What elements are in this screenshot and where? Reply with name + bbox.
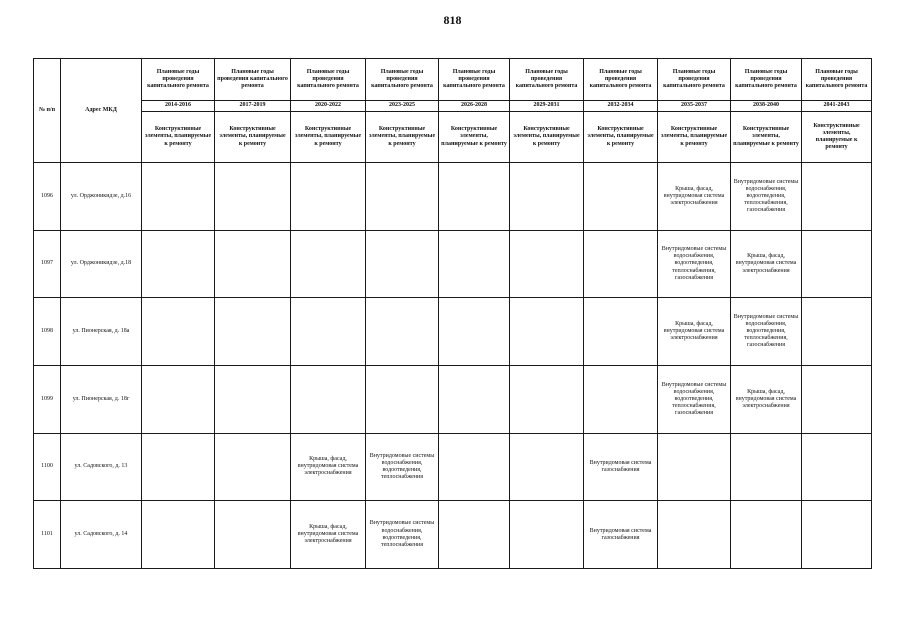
capital-repair-table xyxy=(33,58,872,569)
header-plan-label: Плановые годы проведения капитального ремонта xyxy=(291,59,366,101)
row-number: 1096 xyxy=(34,163,61,231)
header-plan-label: Плановые годы проведения капитального ремонта xyxy=(142,59,215,101)
repair-cell xyxy=(802,163,872,231)
header-element-label: Конструктивные элементы, планируемые к ремонту xyxy=(439,112,510,163)
row-address: ул. Пионерская, д. 18а xyxy=(61,298,142,366)
table-row xyxy=(34,365,872,433)
repair-cell: Внутридомовая система газоснабжения xyxy=(584,433,658,501)
header-address: Адрес МКД xyxy=(61,59,142,163)
header-plan-label: Плановые годы проведения капитального ремонта xyxy=(215,59,291,101)
repair-cell xyxy=(510,298,584,366)
repair-cell xyxy=(366,298,439,366)
repair-cell xyxy=(658,501,731,569)
table-row xyxy=(34,298,872,366)
header-row-elements xyxy=(34,112,872,163)
table-row xyxy=(34,433,872,501)
table-row xyxy=(34,230,872,298)
repair-cell: Крыша, фасад, внутридомовая система электроснабжения xyxy=(291,433,366,501)
repair-cell: Крыша, фасад, внутридомовая система электроснабжения xyxy=(291,501,366,569)
repair-cell xyxy=(142,433,215,501)
header-plan-label: Плановые годы проведения капитального ремонта xyxy=(366,59,439,101)
header-plan-label: Плановые годы проведения капитального ремонта xyxy=(584,59,658,101)
repair-cell xyxy=(584,163,658,231)
repair-cell xyxy=(802,433,872,501)
repair-cell xyxy=(142,163,215,231)
repair-cell xyxy=(584,365,658,433)
repair-cell xyxy=(439,298,510,366)
header-year-range: 2023-2025 xyxy=(366,101,439,112)
header-element-label: Конструктивные элементы, планируемые к ремонту xyxy=(291,112,366,163)
header-element-label: Конструктивные элементы, планируемые к ремонту xyxy=(802,112,872,163)
repair-cell xyxy=(215,365,291,433)
header-element-label: Конструктивные элементы, планируемые к ремонту xyxy=(142,112,215,163)
row-number: 1101 xyxy=(34,501,61,569)
repair-cell xyxy=(802,298,872,366)
header-year-range: 2038-2040 xyxy=(731,101,802,112)
table-row xyxy=(34,163,872,231)
repair-cell: Крыша, фасад, внутридомовая система электроснабжения xyxy=(731,365,802,433)
header-element-label: Конструктивные элементы, планируемые к ремонту xyxy=(366,112,439,163)
header-num: № п/п xyxy=(34,59,61,163)
repair-cell xyxy=(291,365,366,433)
repair-cell xyxy=(366,163,439,231)
repair-cell: Внутридомовые системы водоснабжения, водоотведения, теплоснабжения, газоснабжения xyxy=(731,298,802,366)
repair-cell xyxy=(510,501,584,569)
header-year-range: 2032-2034 xyxy=(584,101,658,112)
repair-cell: Крыша, фасад, внутридомовая система электроснабжения xyxy=(658,163,731,231)
header-year-range: 2041-2043 xyxy=(802,101,872,112)
repair-cell xyxy=(291,163,366,231)
row-address: ул. Орджоникидзе, д.18 xyxy=(61,230,142,298)
header-plan-label: Плановые годы проведения капитального ремонта xyxy=(802,59,872,101)
repair-cell xyxy=(584,298,658,366)
repair-cell xyxy=(439,163,510,231)
row-number: 1097 xyxy=(34,230,61,298)
header-year-range: 2026-2028 xyxy=(439,101,510,112)
repair-cell xyxy=(802,501,872,569)
repair-cell xyxy=(215,298,291,366)
header-year-range: 2017-2019 xyxy=(215,101,291,112)
repair-cell xyxy=(142,365,215,433)
header-year-range: 2020-2022 xyxy=(291,101,366,112)
repair-cell xyxy=(366,365,439,433)
row-number: 1098 xyxy=(34,298,61,366)
header-plan-label: Плановые годы проведения капитального ремонта xyxy=(658,59,731,101)
repair-cell xyxy=(658,433,731,501)
repair-cell: Внутридомовая система газоснабжения xyxy=(584,501,658,569)
header-row-years xyxy=(34,101,872,112)
repair-cell: Внутридомовые системы водоснабжения, водоотведения, теплоснабжения xyxy=(366,501,439,569)
repair-cell xyxy=(510,433,584,501)
row-number: 1100 xyxy=(34,433,61,501)
row-address: ул. Пионерская, д. 18г xyxy=(61,365,142,433)
repair-cell xyxy=(215,230,291,298)
header-plan-label: Плановые годы проведения капитального ремонта xyxy=(439,59,510,101)
repair-cell xyxy=(584,230,658,298)
repair-cell: Внутридомовые системы водоснабжения, водоотведения, теплоснабжения, газоснабжения xyxy=(658,365,731,433)
page-number: 818 xyxy=(443,13,462,27)
row-address: ул. Садовского, д. 14 xyxy=(61,501,142,569)
row-address: ул. Садовского, д. 13 xyxy=(61,433,142,501)
repair-cell xyxy=(802,365,872,433)
repair-cell xyxy=(439,230,510,298)
row-number: 1099 xyxy=(34,365,61,433)
repair-cell xyxy=(215,433,291,501)
repair-cell: Внутридомовые системы водоснабжения, водоотведения, теплоснабжения, газоснабжения xyxy=(658,230,731,298)
repair-cell xyxy=(731,433,802,501)
repair-cell xyxy=(802,230,872,298)
repair-cell xyxy=(291,230,366,298)
repair-cell xyxy=(510,365,584,433)
repair-cell xyxy=(215,501,291,569)
table-row xyxy=(34,501,872,569)
header-row-plan xyxy=(34,59,872,101)
repair-cell xyxy=(142,298,215,366)
repair-cell: Крыша, фасад, внутридомовая система электроснабжения xyxy=(731,230,802,298)
header-plan-label: Плановые годы проведения капитального ремонта xyxy=(510,59,584,101)
header-element-label: Конструктивные элементы, планируемые к ремонту xyxy=(215,112,291,163)
repair-cell xyxy=(291,298,366,366)
header-year-range: 2014-2016 xyxy=(142,101,215,112)
header-element-label: Конструктивные элементы, планируемые к ремонту xyxy=(658,112,731,163)
repair-cell xyxy=(142,230,215,298)
repair-cell xyxy=(510,230,584,298)
header-year-range: 2029-2031 xyxy=(510,101,584,112)
header-plan-label: Плановые годы проведения капитального ремонта xyxy=(731,59,802,101)
repair-cell xyxy=(439,501,510,569)
header-element-label: Конструктивные элементы, планируемые к ремонту xyxy=(584,112,658,163)
header-element-label: Конструктивные элементы, планируемые к ремонту xyxy=(510,112,584,163)
repair-cell xyxy=(731,501,802,569)
repair-cell xyxy=(439,365,510,433)
header-year-range: 2035-2037 xyxy=(658,101,731,112)
repair-cell xyxy=(510,163,584,231)
repair-cell xyxy=(366,230,439,298)
row-address: ул. Орджоникидзе, д.16 xyxy=(61,163,142,231)
header-element-label: Конструктивные элементы, планируемые к ремонту xyxy=(731,112,802,163)
repair-cell: Крыша, фасад, внутридомовая система электроснабжения xyxy=(658,298,731,366)
repair-cell xyxy=(215,163,291,231)
repair-cell xyxy=(439,433,510,501)
repair-cell: Внутридомовые системы водоснабжения, водоотведения, теплоснабжения xyxy=(366,433,439,501)
repair-cell xyxy=(142,501,215,569)
repair-cell: Внутридомовые системы водоснабжения, водоотведения, теплоснабжения, газоснабжения xyxy=(731,163,802,231)
